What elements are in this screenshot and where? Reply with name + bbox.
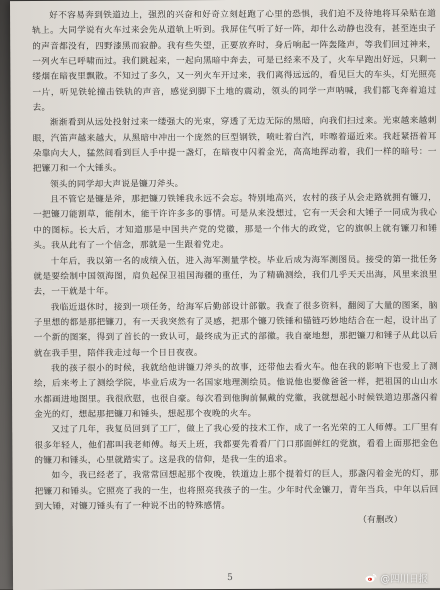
article-text: [32, 7, 439, 531]
paragraph: 渐渐看到从远处投射过来一缕强大的光束，穿透了无边无际的黑暗，向我们扫过来。光束越来越刺眼，汽笛声越来越大，从黑暗中冲出一个庞然的巨型钢铁，喷吐着白汽，咔嚓着逼近来。我赶紧捂着耳朵靠向大人，猛然间看到巨人手中提一盏灯，在暗夜中闪着金光，高高地挥动着，我们一样的暗号：一把镰刀和一个大锤头。: [33, 114, 437, 177]
exam-paper-sheet: [10, 0, 440, 590]
paragraph: 又过了几年，我复员回到了工厂，做上了我心爱的技术工作，成了一名光荣的工人师傅。工厂里有很多年轻人，他们都叫我老师傅。每天上班，我都要先看看厂门口那面鲜红的党旗，看看上面那把金色的镰刀和锤头，心里就踏实了。这是我的信仰，是我一生的追求。: [34, 421, 438, 469]
paragraph: 如今，我已经老了，我常常回想起那个夜晚，铁道边上那个提着灯的巨人，那盏闪着金光的灯，那把镰刀和锤头。它照亮了我的一生，也将照亮我孩子的一生。少年时代金镰刀，青年当兵，中年以后回到大锤，对镰刀锤头有了一种说不出的特殊感情。: [34, 467, 438, 515]
paragraph: 我的孩子很小的时候，我就给他讲镰刀斧头的故事，还带他去看火车。他在我的影响下也爱上了测绘，后来考上了测绘学院，毕业后成为一名国家地理测绘员。他说他也要像爸爸一样，把祖国的山山水水都画进地图里。我很欣慰，也很自豪。每次看到他胸前佩戴的党徽，我就想起小时候铁道边那盏闪着金光的灯，想起那把镰刀和锤头，想起那个夜晚的火车。: [34, 360, 438, 423]
paragraph: 好不容易奔到铁道边上，强烈的兴奋和好奇立刻赶跑了心里的恐惧，我们迫不及待地将耳朵贴在道轨上。大同学说有火车过来会先从道轨上听到。我屏住气听了好一阵，却什么动静也没有，甚至连虫子的声音都没有，四野漆黑而寂静。我有些失望，正要放弃时，身后响起一阵轰隆声，等我们回过神来，一列火车已呼啸而过。我们跳起来，一起向黑暗中奔去，可是已经来不及了，火车早跑出好远，只剩一缕烟在暗夜里飘散。不知过了多久，又一列火车开过来，我们离得远远的，看见巨大的车头，灯光照亮一片，听见铁轮撞击铁轨的声音，感觉到脚下土地的震动，领头的同学一声呐喊，我们都飞奔着追过去。: [32, 7, 437, 117]
watermark-text: @四川日报: [380, 571, 428, 585]
weibo-watermark: [365, 571, 428, 585]
weibo-icon: [365, 573, 377, 583]
paragraph: 十年后，我以第一名的成绩入伍，进入海军测量学校。毕业后成为海军测图员。接受的第一批任务就是要绘制中国领海图，肩负起保卫祖国海疆的重任，为了精确测绘，我们几乎天天出海，风里来浪里去，一干就是十年。: [33, 252, 437, 300]
paragraph: 领头的同学却大声说是镰刀斧头。: [33, 176, 437, 193]
paragraph: 我临近退休时，接到一项任务，给海军后勤部设计部徽。我查了很多资料，翻阅了大量的图案，脑子里想的都是那把镰刀，有一天我突然有了灵感，把那个镰刀铁锤和锚链巧妙地结合在一起，设计出了一个新的图案，得到了首长的一致认可，最终成为正式的部徽。我自豪地想，那把镰刀和锤子从此以后就在我手里，陪伴我走过每一个日日夜夜。: [34, 298, 438, 361]
paragraph: 且不管它是镰是斧，那把镰刀铁锤我永远不会忘。特别地高兴，农村的孩子从会走路就拥有镰刀，一把镰刀能割草，能削木，能干许许多多的事情。可是从来没想过，它有一天会和大锤子一同成为我心中的图标。长大后，才知道那是中国共产党的党徽，那是一个伟大的政党，它的旗帜上就有镰刀和锤头。我从此有了一个信念，那就是一生跟着党走。: [33, 191, 437, 254]
source-note: （有删改）: [35, 513, 403, 530]
page-number: 5: [13, 572, 440, 584]
